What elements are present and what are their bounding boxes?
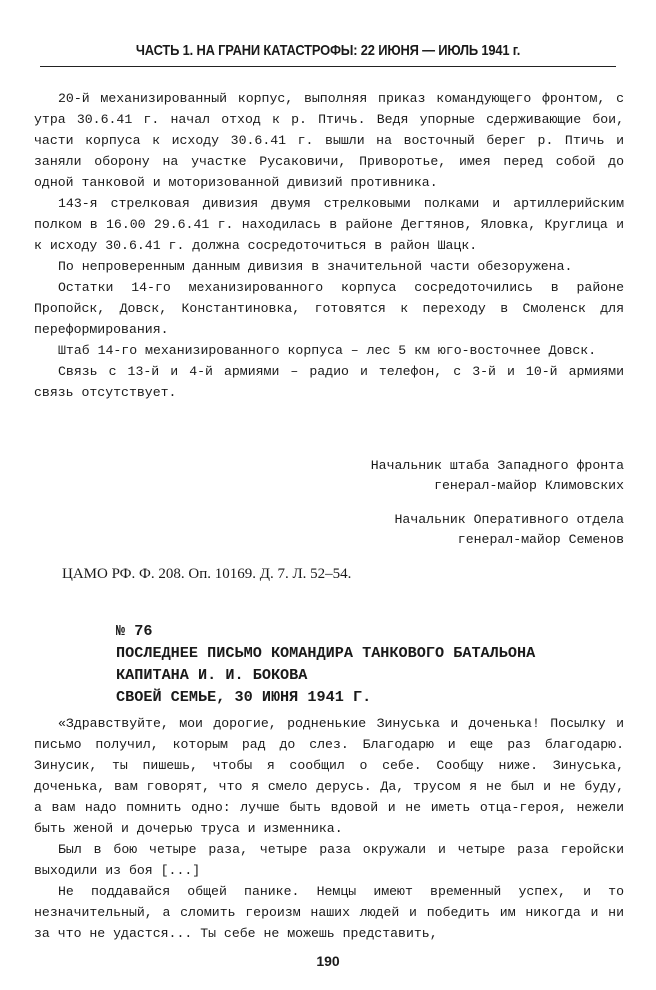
letter-body bbox=[34, 713, 624, 944]
report-paragraph: Штаб 14-го механизированного корпуса – лес 5 км юго-восточнее Довск. bbox=[58, 343, 597, 358]
document-number: № 76 bbox=[116, 622, 153, 640]
archive-reference: ЦАМО РФ. Ф. 208. Оп. 10169. Д. 7. Л. 52–54. bbox=[62, 566, 352, 582]
report-paragraph: 20-й механизированный корпус, выполняя приказ командующего фронтом, с утра 30.6.41 г. начал отход к р. Птичь. Ведя упорные сдерживающие бои, части корпуса к исходу 30.6.41 г. вышли на восточный берег р. Птичь и заняли оборону на участке Русаковичи, Приворотье, имея перед собой до одной танковой и моторизованной дивизий противника. bbox=[34, 91, 624, 190]
report-body bbox=[34, 88, 624, 403]
report-paragraph: По непроверенным данным дивизия в значительной части обезоружена. bbox=[58, 259, 573, 274]
document-title-line: КАПИТАНА И. И. БОКОВА bbox=[116, 666, 308, 684]
document-title-line: СВОЕЙ СЕМЬЕ, 30 ИЮНЯ 1941 Г. bbox=[116, 688, 372, 706]
header-rule bbox=[40, 66, 616, 67]
running-header: ЧАСТЬ 1. НА ГРАНИ КАТАСТРОФЫ: 22 ИЮНЯ — ИЮЛЬ 1941 г. bbox=[135, 42, 521, 59]
signature-block-operations-chief bbox=[395, 510, 625, 550]
report-paragraph: Остатки 14-го механизированного корпуса сосредоточились в районе Пропойск, Довск, Константиновка, готовятся к переходу в Смоленск для переформирования. bbox=[34, 280, 624, 337]
signature-position: Начальник штаба Западного фронта bbox=[370, 458, 624, 473]
letter-paragraph: Не поддавайся общей панике. Немцы имеют временный успех, и то незначительный, а сломить героизм наших людей и победить им никогда и ни за что не удастся... Ты себе не можешь представить, bbox=[34, 884, 624, 941]
report-paragraph: 143-я стрелковая дивизия двумя стрелковыми полками и артиллерийским полком в 16.00 29.6.41 г. находилась в районе Дегтянов, Яловка, Круглица и к исходу 30.6.41 г. должна сосредоточиться в район Шацк. bbox=[34, 196, 624, 253]
signature-block-chief-of-staff bbox=[371, 456, 624, 496]
signature-rank-name: генерал-майор Климовских bbox=[434, 478, 624, 493]
report-paragraph: Связь с 13-й и 4-й армиями – радио и телефон, с 3-й и 10-й армиями связь отсутствует. bbox=[34, 364, 624, 400]
page-number: 190 bbox=[316, 953, 340, 969]
document-title-line: ПОСЛЕДНЕЕ ПИСЬМО КОМАНДИРА ТАНКОВОГО БАТАЛЬОНА bbox=[116, 644, 536, 662]
letter-paragraph: Был в бою четыре раза, четыре раза окружали и четыре раза геройски выходили из боя [...] bbox=[34, 842, 624, 878]
document-heading bbox=[116, 620, 636, 708]
letter-paragraph: «Здравствуйте, мои дорогие, родненькие Зинуська и доченька! Посылку и письмо получил, которым рад до слез. Благодарю и еще раз благодарю. Зинусик, ты пишешь, чтобы я сообщил о себе. Сообщу ниже. Зинуська, доченька, вам говорят, что я смело дерусь. Да, трусом я не был и не буду, а вам надо помнить одно: лучше быть вдовой и не иметь отца-героя, нежели быть женой и дочерью труса и изменника. bbox=[34, 716, 624, 836]
signature-rank-name: генерал-майор Семенов bbox=[457, 532, 624, 547]
signature-position: Начальник Оперативного отдела bbox=[394, 512, 624, 527]
